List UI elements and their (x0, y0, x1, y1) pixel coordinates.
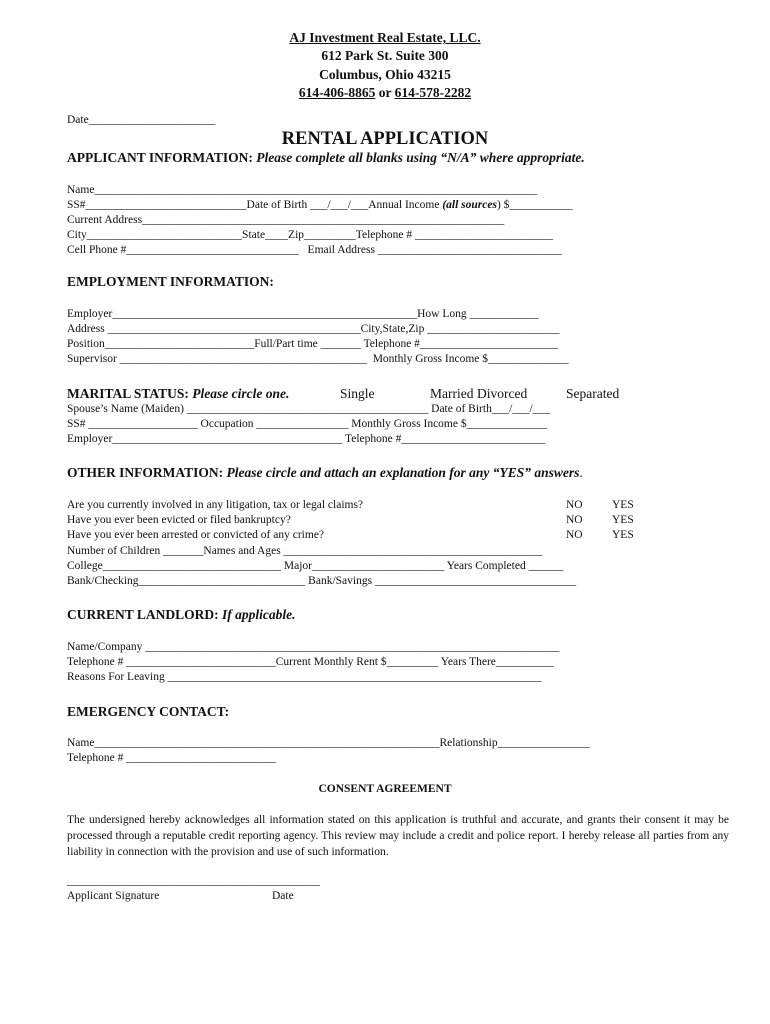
applicant-section-heading (67, 149, 585, 167)
company-name: AJ Investment Real Estate, LLC. (289, 30, 481, 45)
signature-label: Applicant Signature (67, 890, 160, 902)
answer-no[interactable]: NO (566, 499, 583, 511)
reasons-leaving-field[interactable]: Reasons For Leaving _________________________________________________________________ (67, 671, 542, 683)
answer-yes[interactable]: YES (612, 514, 634, 526)
signature-date-label: Date (272, 890, 294, 902)
page-title: RENTAL APPLICATION (281, 129, 489, 149)
landlord-heading-text: CURRENT LANDLORD: (67, 607, 223, 622)
applicant-instruction: Please complete all blanks using “N/A” where appropriate. (256, 150, 585, 165)
landlord-phone-field[interactable]: Telephone # __________________________Current Monthly Rent $_________ Years There__________ (67, 656, 554, 668)
bank-field[interactable]: Bank/Checking_____________________________ Bank/Savings ___________________________________ (67, 575, 577, 587)
employment-heading (67, 273, 274, 291)
marital-option-single[interactable]: Single (340, 386, 375, 401)
marital-heading-text: MARITAL STATUS: (67, 386, 193, 401)
children-field[interactable]: Number of Children _______Names and Ages _____________________________________________ (67, 545, 543, 557)
question-evicted: Have you ever been evicted or filed bankruptcy? (67, 514, 291, 526)
phone-separator: or (375, 85, 395, 100)
marital-instruction: Please circle one. (192, 386, 290, 401)
position-field[interactable]: Position__________________________Full/Part time _______ Telephone #________________________ (67, 338, 558, 350)
college-field[interactable]: College_______________________________ Major_______________________ Years Completed ______ (67, 560, 564, 572)
consent-text: The undersigned hereby acknowledges all information stated on this application is truthful and accurate, and grants their consent it may be processed through a reputable credit reporting agency. This review may include a credit and police report. I hereby release all parties from any liability in connection with the provision and use of such information. (67, 814, 729, 858)
marital-option-divorced[interactable]: Divorced (477, 386, 528, 401)
ss-dob-income-field[interactable] (67, 198, 573, 212)
current-address-field[interactable]: Current Address_______________________________________________________________ (67, 214, 505, 226)
employer-address-field[interactable]: Address ____________________________________________City,State,Zip _______________________ (67, 323, 560, 335)
answer-no[interactable]: NO (566, 514, 583, 526)
signature-line[interactable]: ____________________________________________ (67, 875, 320, 887)
company-phones (0, 84, 770, 102)
employer-field[interactable]: Employer_____________________________________________________How Long ____________ (67, 308, 539, 320)
emergency-name-field[interactable]: Name____________________________________________________________Relationship________________ (67, 737, 590, 749)
other-instruction: Please circle and attach an explanation for any “YES” answers (226, 465, 580, 480)
cell-email-field[interactable]: Cell Phone #______________________________ Email Address ________________________________ (67, 244, 562, 256)
income-blank: ) $___________ (496, 199, 573, 211)
spouse-employer-field[interactable]: Employer________________________________________ Telephone #_________________________ (67, 433, 546, 445)
question-arrested: Have you ever been arrested or convicted of any crime? (67, 529, 325, 541)
name-field[interactable]: Name_____________________________________________________________________________ (67, 184, 538, 196)
marital-option-separated[interactable]: Separated (566, 386, 620, 401)
supervisor-field[interactable]: Supervisor ___________________________________________ Monthly Gross Income $______________ (67, 353, 569, 365)
emergency-heading (67, 703, 229, 721)
applicant-heading: APPLICANT INFORMATION: (67, 150, 257, 165)
company-city: Columbus, Ohio 43215 (319, 67, 451, 82)
ss-dob-label: SS#____________________________Date of Birth ___/___/___Annual Income (67, 199, 443, 211)
employment-heading-text: EMPLOYMENT INFORMATION: (67, 274, 274, 289)
emergency-phone-field[interactable]: Telephone # __________________________ (67, 752, 276, 764)
marital-option-married[interactable]: Married (430, 386, 474, 401)
consent-heading: CONSENT AGREEMENT (318, 783, 452, 795)
other-heading (67, 464, 583, 482)
landlord-heading (67, 606, 296, 624)
date-field[interactable]: Date______________________ (67, 114, 216, 126)
emergency-heading-text: EMERGENCY CONTACT: (67, 704, 230, 719)
phone-secondary: 614-578-2282 (394, 85, 472, 100)
answer-yes[interactable]: YES (612, 529, 634, 541)
phone-primary: 614-406-8865 (298, 85, 376, 100)
question-litigation: Are you currently involved in any litigation, tax or legal claims? (67, 499, 364, 511)
answer-yes[interactable]: YES (612, 499, 634, 511)
other-heading-text: OTHER INFORMATION: (67, 465, 227, 480)
answer-no[interactable]: NO (566, 529, 583, 541)
income-emphasis: (all sources (442, 199, 497, 211)
spouse-name-field[interactable]: Spouse’s Name (Maiden) __________________________________________ Date of Birth___/___/___ (67, 403, 550, 415)
landlord-instruction: If applicable. (222, 607, 296, 622)
company-street: 612 Park St. Suite 300 (321, 48, 449, 63)
city-state-zip-field[interactable]: City___________________________State____Zip_________Telephone # ________________________ (67, 229, 554, 241)
marital-heading (67, 385, 289, 403)
landlord-name-field[interactable]: Name/Company ________________________________________________________________________ (67, 641, 560, 653)
other-period: . (579, 465, 583, 480)
spouse-ss-field[interactable]: SS# ___________________ Occupation ________________ Monthly Gross Income $______________ (67, 418, 548, 430)
